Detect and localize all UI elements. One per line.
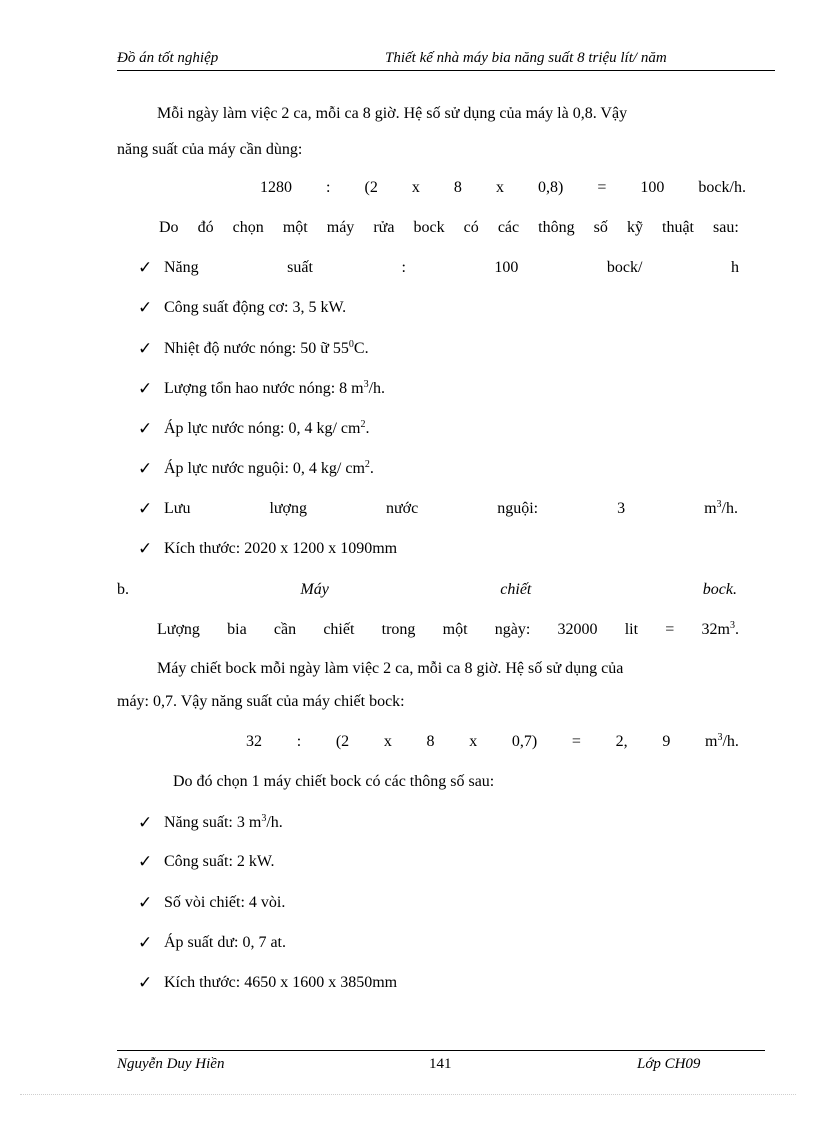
spec2-excess-pressure: Áp suất dư: 0, 7 at. <box>164 934 286 951</box>
spec-hot-water-temp: Nhiệt độ nước nóng: 50 ữ $55^0C$. <box>164 339 369 357</box>
check-icon: ✓ <box>138 298 153 317</box>
page-number: 141 <box>429 1056 452 1072</box>
para1-line2: năng suất của máy cần dùng: <box>117 141 303 158</box>
spec2-capacity: Năng suất: 3 $m^3/h$. <box>164 813 283 831</box>
equation-1: 1280 : (2 x 8 x 0,8) = 100 bock/h. <box>260 179 746 196</box>
spec2-nozzles: Số vòi chiết: 4 vòi. <box>164 894 286 911</box>
check-icon: ✓ <box>138 258 153 277</box>
spec2-power: Công suất: 2 kW. <box>164 853 275 870</box>
footer-author: Nguyễn Duy Hiền <box>117 1056 225 1072</box>
footer-class: Lớp CH09 <box>637 1056 701 1072</box>
header-left: Đồ án tốt nghiệp <box>117 50 219 66</box>
page-header <box>117 48 775 71</box>
header-right: Thiết kế nhà máy bia năng suất 8 triệu lít/ năm <box>385 50 667 66</box>
choose-line-1: Do đó chọn một máy rửa bock có các thông số kỹ thuật sau: <box>159 219 739 236</box>
check-icon: ✓ <box>138 499 153 518</box>
section-b-heading: b. Máy chiết bock. <box>117 581 737 598</box>
spec-capacity: Năng suất : 100 bock/ h <box>164 259 739 276</box>
check-icon: ✓ <box>138 933 153 952</box>
equation-2: 32 : (2 x 8 x 0,7) = 2, 9 $m^3/h$. <box>246 732 739 750</box>
para3-line1: Máy chiết bock mỗi ngày làm việc 2 ca, mỗi ca 8 giờ. Hệ số sử dụng của <box>157 660 624 677</box>
spec2-dimensions: Kích thước: 4650 x 1600 x 3850mm <box>164 974 398 991</box>
choose-line-2: Do đó chọn 1 máy chiết bock có các thông số sau: <box>173 773 495 790</box>
check-icon: ✓ <box>138 973 153 992</box>
check-icon: ✓ <box>138 893 153 912</box>
check-icon: ✓ <box>138 539 153 558</box>
spec-motor-power: Công suất động cơ: 3, 5 kW. <box>164 299 347 316</box>
spec-cold-water-pressure: Áp lực nước nguội: 0, 4 kg/ $cm^2$. <box>164 459 374 477</box>
spec-cold-water-flow: Lưu lượng nước nguội: 3 $m^3/h$. <box>164 499 738 517</box>
check-icon: ✓ <box>138 339 153 358</box>
check-icon: ✓ <box>138 379 153 398</box>
footer-rule <box>117 1050 765 1051</box>
check-icon: ✓ <box>138 419 153 438</box>
para3-line2: máy: 0,7. Vậy năng suất của máy chiết bock: <box>117 693 405 710</box>
check-icon: ✓ <box>138 852 153 871</box>
spec-dimensions-1: Kích thước: 2020 x 1200 x 1090mm <box>164 540 398 557</box>
check-icon: ✓ <box>138 459 153 478</box>
check-icon: ✓ <box>138 813 153 832</box>
para2-beer-volume: Lượng bia cần chiết trong một ngày: 32000 lit = $32m^3$. <box>157 620 739 638</box>
page-bottom-dotted-border <box>20 1094 796 1095</box>
spec-hot-water-pressure: Áp lực nước nóng: 0, 4 kg/ $cm^2$. <box>164 419 370 437</box>
para1-line1: Mỗi ngày làm việc 2 ca, mỗi ca 8 giờ. Hệ số sử dụng của máy là 0,8. Vậy <box>157 105 628 122</box>
spec-hot-water-loss: Lượng tổn hao nước nóng: 8 $m^3/h$. <box>164 379 386 397</box>
